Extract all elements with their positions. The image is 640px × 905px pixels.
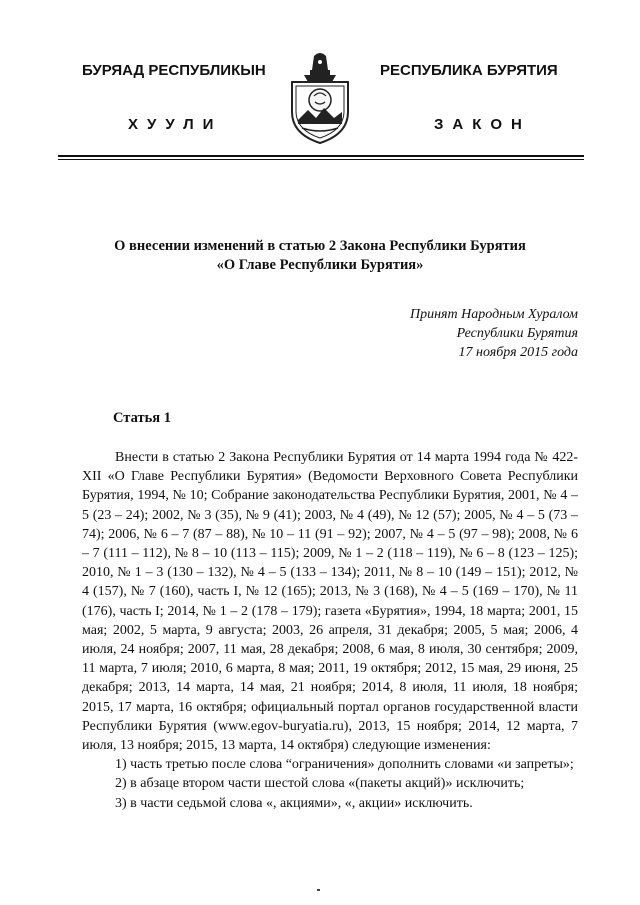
header-republic-name: РЕСПУБЛИКА БУРЯТИЯ [380, 62, 558, 79]
header-law-buryat: ХУУЛИ [128, 116, 223, 133]
article-intro-paragraph: Внести в статью 2 Закона Республики Бурятия от 14 марта 1994 года № 422-XII «О Главе Республики Бурятия» (Ведомости Верховного Совета Республики Бурятия, 1994, № 10; Собрание законодательства Республики Бурятия, 2001, № 4 – 5 (23 – 24); 2002, № 3 (35), № 9 (41); 2003, № 4 (49), № 12 (57); 2005, № 4 – 5 (73 – 74); 2006, № 6 – 7 (87 – 88), № 10 – 11 (91 – 92); 2007, № 4 – 5 (97 – 98); 2008, № 6 – 7 (111 – 112), № 8 – 10 (113 – 115); 2009, № 1 – 2 (118 – 119), № 6 – 8 (123 – 125); 2010, № 1 – 3 (130 – 132), № 4 – 5 (133 – 134); 2011, № 8 – 10 (149 – 151); 2012, № 4 (157), № 7 (160), часть I, № 12 (165); 2013, № 3 (168), № 4 – 5 (169 – 170), № 11 (176), часть I; 2014, № 1 – 2 (178 – 179); газета «Бурятия», 1994, 18 марта; 2001, 15 мая; 2002, 5 марта, 9 августа; 2003, 26 апреля, 31 декабря; 2005, 5 мая; 2006, 4 июля, 24 ноября; 2007, 11 мая, 28 декабря; 2008, 6 мая, 8 июля, 30 сентября; 2009, 11 марта, 7 июля; 2010, 6 марта, 8 мая; 2011, 19 октября; 2012, 15 мая, 29 июня, 25 декабря; 2013, 14 марта, 14 мая, 21 ноября; 2014, 8 июля, 11 июля, 18 ноября; 2015, 17 марта, 16 октября; официальный портал органов государственной власти Республики Бурятия (www.egov-buryatia.ru), 2013, 15 ноября; 2014, 12 марта, 7 июля, 13 ноября; 2015, 13 марта, 14 октября) следующие изменения: [82, 450, 578, 754]
amendment-item-2: 2) в абзаце втором части шестой слова «(пакеты акций)» исключить; [115, 776, 525, 792]
adoption-line-1: Принят Народным Хуралом [409, 307, 578, 322]
law-title [60, 237, 580, 275]
header-law-russian: ЗАКОН [434, 116, 531, 133]
header-rule-thick [58, 155, 584, 157]
adoption-note [410, 305, 578, 362]
article-body [82, 448, 578, 813]
adoption-line-2: Республики Бурятия [456, 326, 578, 341]
header-buryat-republic: БУРЯАД РЕСПУБЛИКЫН [82, 62, 266, 79]
adoption-date: 17 ноября 2015 года [458, 345, 578, 360]
amendment-item-1: 1) часть третью после слова “ограничения» дополнить словами «и запреты»; [115, 757, 574, 773]
page-mark [317, 889, 320, 891]
coat-of-arms-emblem-icon [288, 50, 352, 146]
header-rule-thin [58, 159, 584, 160]
law-title-line-1: О внесении изменений в статью 2 Закона Республики Бурятия [114, 238, 526, 254]
article-heading: Статья 1 [113, 410, 171, 426]
law-title-line-2: «О Главе Республики Бурятия» [216, 257, 424, 273]
amendment-item-3: 3) в части седьмой слова «, акциями», «, акции» исключить. [115, 795, 473, 811]
